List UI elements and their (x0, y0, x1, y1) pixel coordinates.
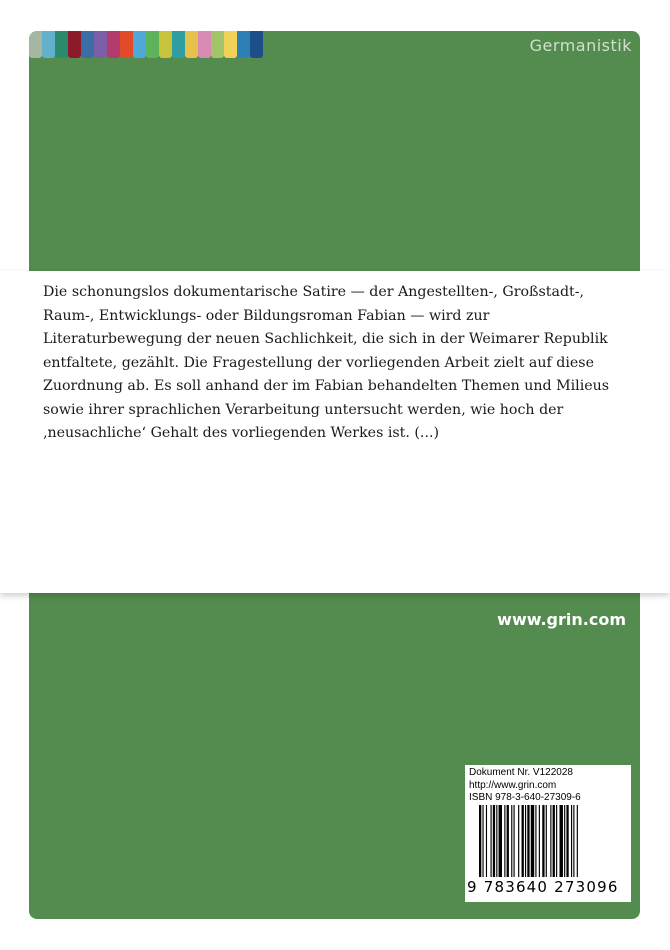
color-stripe (81, 31, 94, 58)
blurb-line: ‚neusachliche‘ Gehalt des vorliegenden Werkes ist. (...) (43, 425, 439, 441)
color-stripe (185, 31, 198, 58)
blurb-line: Die schonungslos dokumentarische Satire — der Angestellten-, Großstadt-, (43, 284, 585, 300)
color-stripe (133, 31, 146, 58)
document-info (469, 767, 581, 805)
color-stripe (237, 31, 250, 58)
color-stripe (159, 31, 172, 58)
cover-bottom-panel (29, 593, 640, 919)
isbn: ISBN 978-3-640-27309-6 (469, 792, 581, 803)
blurb-line: Zuordnung ab. Es soll anhand der im Fabian behandelten Themen und Milieus (43, 378, 610, 394)
barcode-block (465, 765, 631, 902)
blurb-line: Literaturbewegung der neuen Sachlichkeit, die sich in der Weimarer Republik (43, 331, 608, 347)
publisher-website: www.grin.com (497, 610, 626, 629)
color-stripe (120, 31, 133, 58)
color-stripe (68, 31, 81, 58)
color-stripe (146, 31, 159, 58)
barcode-icon (479, 805, 627, 877)
document-number: Dokument Nr. V122028 (469, 767, 573, 778)
color-stripe (198, 31, 211, 58)
blurb-panel (0, 271, 670, 593)
series-label: Germanistik (529, 36, 632, 55)
blurb-line: sowie ihrer sprachlichen Verarbeitung untersucht werden, wie hoch der (43, 401, 564, 418)
color-stripe (224, 31, 237, 58)
document-url: http://www.grin.com (469, 779, 557, 791)
color-stripe-band (29, 31, 263, 58)
barcode-digits: 9 783640 273096 (467, 878, 619, 896)
color-stripe (55, 31, 68, 58)
color-stripe (42, 31, 55, 58)
cover-top-panel (29, 31, 640, 271)
blurb-line: entfaltete, gezählt. Die Fragestellung der vorliegenden Arbeit zielt auf diese (43, 354, 594, 371)
color-stripe (211, 31, 224, 58)
color-stripe (250, 31, 263, 58)
color-stripe (94, 31, 107, 58)
blurb-line: Raum-, Entwicklungs- oder Bildungsroman Fabian — wird zur (43, 307, 490, 324)
color-stripe (107, 31, 120, 58)
blurb-text (43, 281, 613, 446)
color-stripe (29, 31, 42, 58)
color-stripe (172, 31, 185, 58)
